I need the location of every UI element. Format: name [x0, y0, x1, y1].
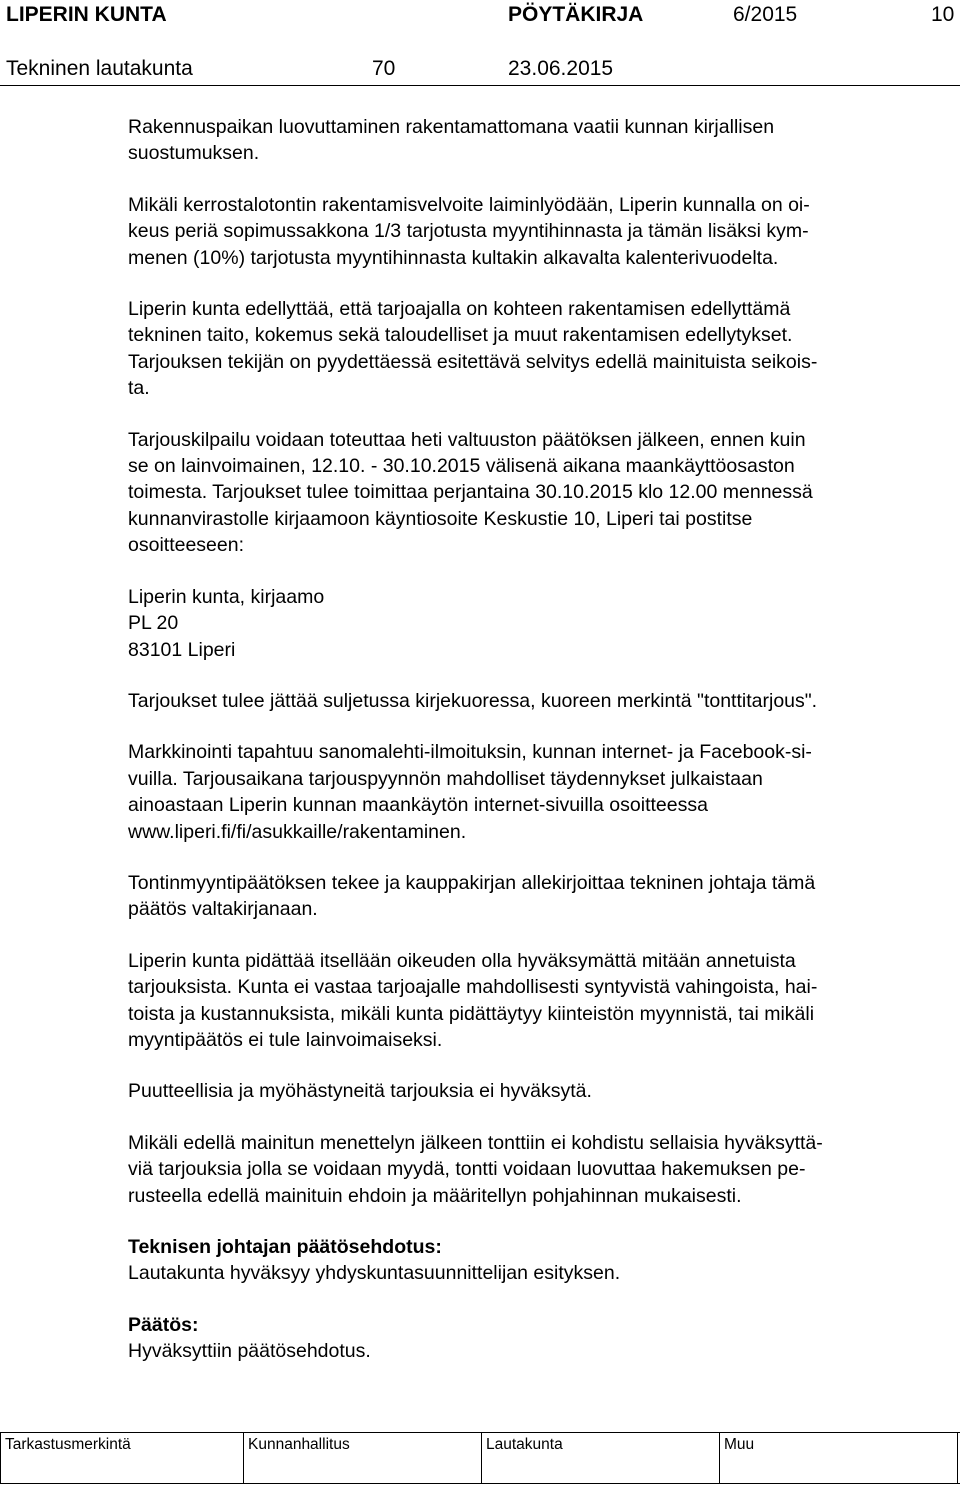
paragraph-transfer: [128, 114, 952, 167]
text-line: Rakennuspaikan luovuttaminen rakentamattomana vaatii kunnan kirjallisen: [128, 116, 775, 138]
text-line: päätös valtakirjanaan.: [128, 898, 318, 921]
text-line: se on lainvoimainen, 12.10. - 30.10.2015 välisenä aikana maankäyttöosaston: [128, 455, 795, 478]
text-line: Markkinointi tapahtuu sanomalehti-ilmoituksin, kunnan internet- ja Facebook-si-: [128, 741, 812, 764]
text-line: Mikäli kerrostalotontin rakentamisvelvoite laiminlyödään, Liperin kunnalla on oi-: [128, 193, 810, 216]
paragraph-requirements: [128, 296, 952, 402]
document-type: PÖYTÄKIRJA: [508, 3, 644, 26]
text-line: menen (10%) tarjotusta myyntihinnasta kultakin alkavalta kalenterivuodelta.: [128, 246, 779, 269]
text-line: ainoastaan Liperin kunnan maankäytön internet-sivuilla osoitteessa: [128, 794, 708, 817]
text-line: Tarjouksen tekijän on pyydettäessä esitettävä selvitys edellä mainituista seikois-: [128, 350, 818, 373]
text-line: tekninen taito, kokemus sekä taloudelliset ja muut rakentamisen edellytykset.: [128, 324, 793, 347]
text-line: tarjouksista. Kunta ei vastaa tarjoajalle mahdollisesti syntyvistä vahingoista, hai-: [128, 976, 818, 999]
address-line: Liperin kunta, kirjaamo: [128, 585, 325, 608]
text-line: viä tarjouksia jolla se voidaan myydä, tontti voidaan luovuttaa hakemuksen pe-: [128, 1158, 806, 1181]
decision-heading: Päätös:: [128, 1313, 199, 1336]
paragraph-envelope: [128, 688, 952, 714]
text-line: Tontinmyyntipäätöksen tekee ja kauppakirjan allekirjoittaa tekninen johtaja tämä: [128, 871, 816, 894]
text-line: suostumuksen.: [128, 142, 260, 165]
postal-address: [128, 584, 952, 663]
text-line: toista ja kustannuksista, mikäli kunta pidättäytyy kiinteistön myynnistä, tai mikäli: [128, 1002, 815, 1025]
decision-section: [128, 1312, 952, 1365]
text-line: osoitteeseen:: [128, 534, 245, 557]
document-number: 6/2015: [733, 3, 798, 26]
text-line: Tarjouskilpailu voidaan toteuttaa heti valtuuston päätöksen jälkeen, ennen kuin: [128, 428, 806, 451]
meeting-date: 23.06.2015: [508, 57, 614, 80]
text-line: toimesta. Tarjoukset tulee toimittaa perjantaina 30.10.2015 klo 12.00 mennessä: [128, 481, 813, 504]
proposal-text: Lautakunta hyväksyy yhdyskuntasuunnittelijan esityksen.: [128, 1262, 621, 1285]
text-line: vuilla. Tarjousaikana tarjouspyynnön mahdolliset täydennykset julkaistaan: [128, 767, 763, 790]
address-line: PL 20: [128, 612, 179, 635]
text-line: rusteella edellä mainituin ehdoin ja määritellyn pohjahinnan mukaisesti.: [128, 1184, 742, 1207]
text-line: Liperin kunta edellyttää, että tarjoajalla on kohteen rakentamisen edellyttämä: [128, 298, 791, 321]
section-number: 70: [372, 57, 396, 80]
text-line: Liperin kunta pidättää itsellään oikeuden olla hyväksymättä mitään annetuista: [128, 949, 796, 972]
text-line: kunnanvirastolle kirjaamoon käyntiosoite Keskustie 10, Liperi tai postitse: [128, 507, 753, 530]
decision-text: Hyväksyttiin päätösehdotus.: [128, 1340, 371, 1363]
proposal-heading: Teknisen johtajan päätösehdotus:: [128, 1236, 442, 1258]
text-line: keus periä sopimussakkona 1/3 tarjotusta myyntihinnasta ja tämän lisäksi kym-: [128, 220, 809, 243]
paragraph-decision-maker: [128, 870, 952, 923]
text-line: Tarjoukset tulee jättää suljetussa kirjekuoressa, kuoreen merkintä "tonttitarjous".: [128, 689, 818, 712]
footer-cell-municipal-board: Kunnanhallitus: [244, 1432, 482, 1484]
text-line: Puutteellisia ja myöhästyneitä tarjouksia ei hyväksytä.: [128, 1080, 592, 1103]
paragraph-rejection: [128, 1078, 952, 1104]
text-line: myyntipäätös ei tule lainvoimaiseksi.: [128, 1028, 443, 1051]
text-line: ta.: [128, 377, 150, 400]
address-line: 83101 Liperi: [128, 638, 236, 661]
footer-cell-other: Muu: [720, 1432, 958, 1484]
document-body: [128, 114, 952, 1365]
paragraph-alternative: [128, 1130, 952, 1209]
paragraph-reservation: [128, 948, 952, 1054]
paragraph-bidding: [128, 427, 952, 559]
proposal-section: [128, 1234, 952, 1287]
paragraph-penalty: [128, 192, 952, 271]
footer-table: [0, 1432, 960, 1484]
header-divider: [0, 85, 960, 86]
board-name: Tekninen lautakunta: [6, 57, 193, 80]
paragraph-marketing: [128, 739, 952, 845]
text-line: www.liperi.fi/fi/asukkaille/rakentaminen.: [128, 820, 467, 843]
footer-cell-check-mark: Tarkastusmerkintä: [0, 1432, 244, 1484]
page-number: 10: [931, 3, 955, 26]
footer-cell-committee: Lautakunta: [482, 1432, 720, 1484]
footer-bottom-border: [0, 1483, 960, 1484]
text-line: Mikäli edellä mainitun menettelyn jälkeen tonttiin ei kohdistu sellaisia hyväksyttä-: [128, 1131, 823, 1154]
municipality-name: LIPERIN KUNTA: [6, 3, 167, 26]
